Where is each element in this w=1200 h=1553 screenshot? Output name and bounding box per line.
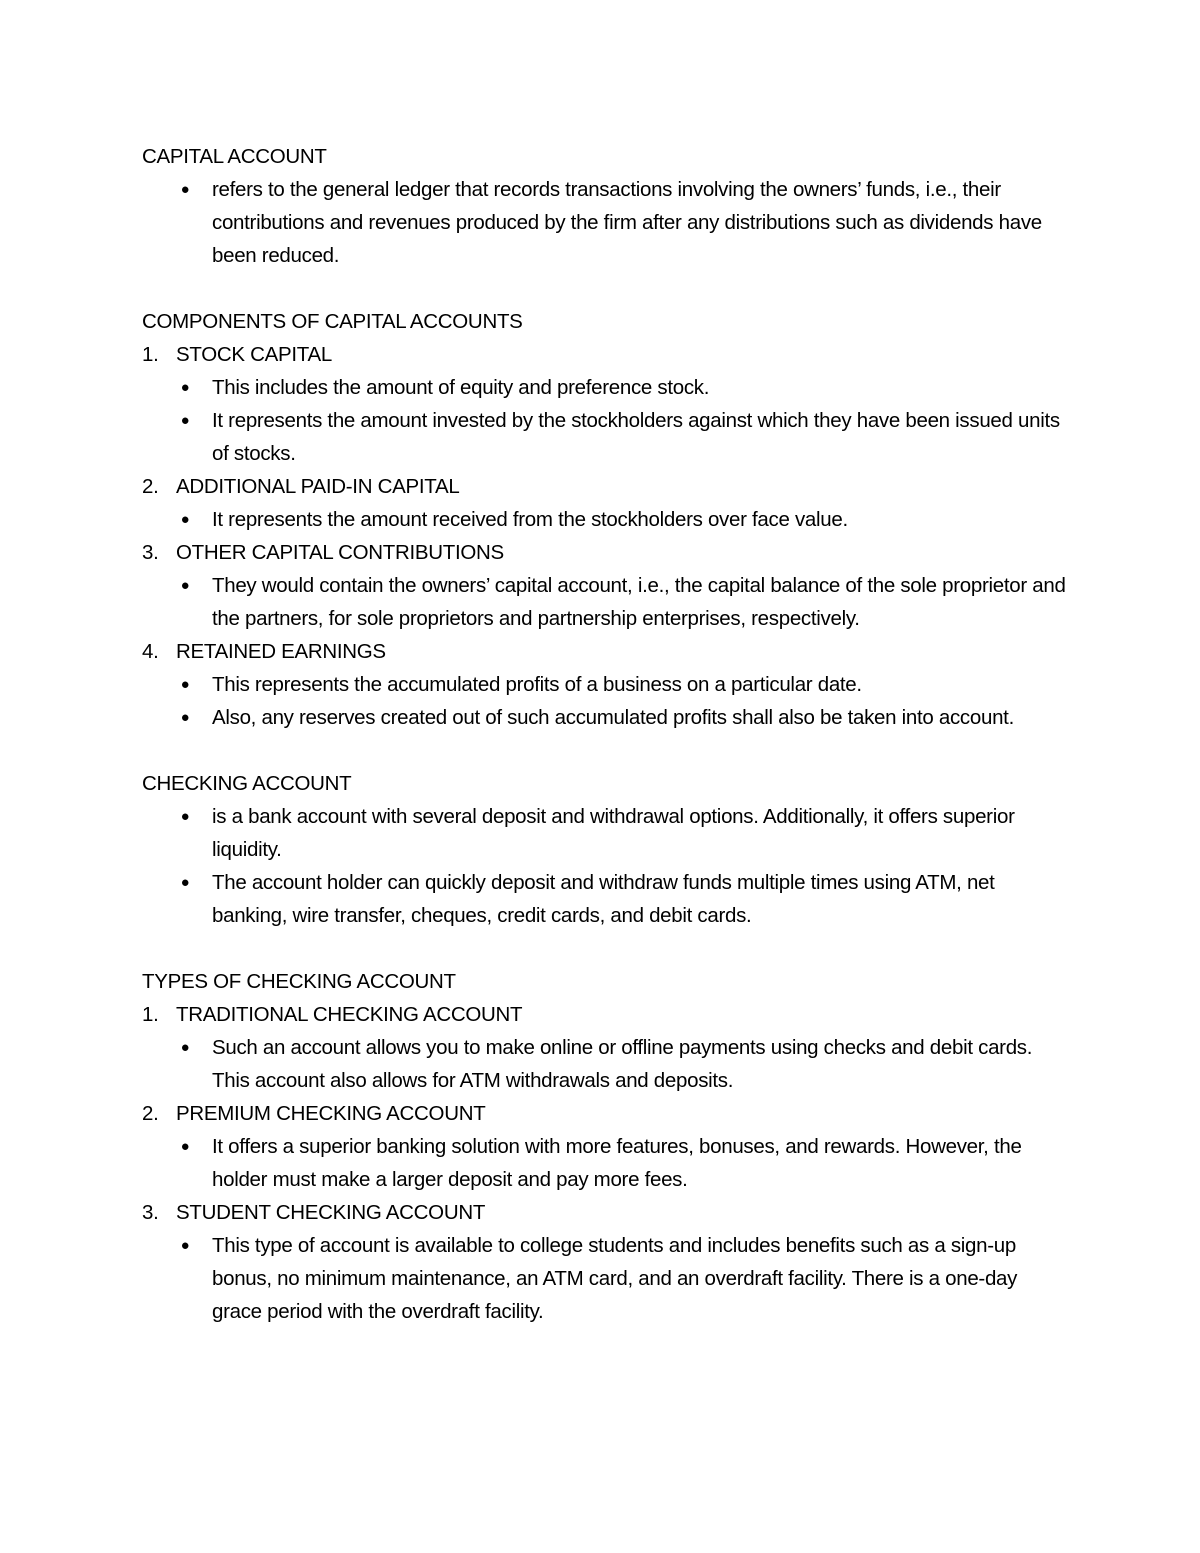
bullet-list: [142, 371, 1072, 470]
document-page: [142, 140, 1072, 1328]
list-item: [180, 503, 1072, 536]
bullet-text: This type of account is available to college students and includes benefits such as a sign-up bonus, no minimum maintenance, an ATM card, and an overdraft facility. There is a one-day grace period with the overdraft facility.: [212, 1234, 1018, 1323]
numbered-list: [142, 338, 1072, 734]
item-label: OTHER CAPITAL CONTRIBUTIONS: [176, 541, 504, 564]
item-label: ADDITIONAL PAID-IN CAPITAL: [176, 475, 460, 498]
bullet-text: This represents the accumulated profits of a business on a particular date.: [212, 673, 862, 696]
list-item: [180, 569, 1072, 635]
item-label: RETAINED EARNINGS: [176, 640, 386, 663]
numbered-item: [142, 338, 1072, 470]
bullet-icon: ●: [180, 874, 190, 891]
item-number: 2.: [142, 475, 159, 498]
list-item: [180, 668, 1072, 701]
list-item: [180, 404, 1072, 470]
numbered-item: [142, 536, 1072, 635]
list-item: [180, 1130, 1072, 1196]
section-types-of-checking-account: [142, 965, 1072, 1328]
section-capital-account: [142, 140, 1072, 272]
bullet-list: [142, 1130, 1072, 1196]
bullet-list: [142, 1031, 1072, 1097]
bullet-text: It represents the amount received from the stockholders over face value.: [212, 508, 848, 531]
section-title: TYPES OF CHECKING ACCOUNT: [142, 970, 456, 993]
item-number: 1.: [142, 1003, 159, 1026]
numbered-item: [142, 1097, 1072, 1196]
bullet-text: This includes the amount of equity and preference stock.: [212, 376, 710, 399]
bullet-list: [142, 503, 1072, 536]
item-number: 1.: [142, 343, 159, 366]
item-label: STUDENT CHECKING ACCOUNT: [176, 1201, 486, 1224]
bullet-icon: ●: [180, 379, 190, 396]
section-title: CAPITAL ACCOUNT: [142, 145, 327, 168]
bullet-list: [142, 569, 1072, 635]
item-heading: [142, 1196, 1072, 1229]
item-number: 4.: [142, 640, 159, 663]
numbered-item: [142, 635, 1072, 734]
item-number: 2.: [142, 1102, 159, 1125]
section-checking-account: [142, 767, 1072, 932]
list-item: [180, 1031, 1072, 1097]
item-heading: [142, 536, 1072, 569]
item-heading: [142, 635, 1072, 668]
numbered-list: [142, 998, 1072, 1328]
item-number: 3.: [142, 1201, 159, 1224]
bullet-list: [142, 173, 1072, 272]
item-heading: [142, 1097, 1072, 1130]
bullet-text: Such an account allows you to make online or offline payments using checks and debit cards. This account also allows for ATM withdrawals and deposits.: [212, 1036, 1033, 1092]
bullet-text: They would contain the owners’ capital account, i.e., the capital balance of the sole proprietor and the partners, for sole proprietors and partnership enterprises, respectively.: [212, 574, 1066, 630]
bullet-icon: ●: [180, 181, 190, 198]
bullet-text: The account holder can quickly deposit and withdraw funds multiple times using ATM, net banking, wire transfer, cheques, credit cards, and debit cards.: [212, 871, 995, 927]
list-item: [180, 371, 1072, 404]
bullet-icon: ●: [180, 1039, 190, 1056]
bullet-list: [142, 1229, 1072, 1328]
bullet-text: It represents the amount invested by the stockholders against which they have been issued units of stocks.: [212, 409, 1060, 465]
bullet-list: [142, 668, 1072, 734]
list-item: [180, 173, 1072, 272]
item-heading: [142, 998, 1072, 1031]
numbered-item: [142, 1196, 1072, 1328]
item-heading: [142, 470, 1072, 503]
numbered-item: [142, 470, 1072, 536]
item-number: 3.: [142, 541, 159, 564]
bullet-icon: ●: [180, 676, 190, 693]
bullet-text: Also, any reserves created out of such accumulated profits shall also be taken into account.: [212, 706, 1014, 729]
bullet-icon: ●: [180, 1237, 190, 1254]
list-item: [180, 800, 1072, 866]
section-title: CHECKING ACCOUNT: [142, 772, 352, 795]
section-title: COMPONENTS OF CAPITAL ACCOUNTS: [142, 310, 523, 333]
bullet-text: It offers a superior banking solution with more features, bonuses, and rewards. However, the holder must make a larger deposit and pay more fees.: [212, 1135, 1022, 1191]
bullet-icon: ●: [180, 577, 190, 594]
bullet-icon: ●: [180, 412, 190, 429]
bullet-icon: ●: [180, 511, 190, 528]
bullet-icon: ●: [180, 709, 190, 726]
item-label: STOCK CAPITAL: [176, 343, 332, 366]
bullet-list: [142, 800, 1072, 932]
list-item: [180, 701, 1072, 734]
bullet-icon: ●: [180, 808, 190, 825]
section-components-of-capital-accounts: [142, 305, 1072, 734]
bullet-text: is a bank account with several deposit and withdrawal options. Additionally, it offers superior liquidity.: [212, 805, 1015, 861]
bullet-text: refers to the general ledger that records transactions involving the owners’ funds, i.e., their contributions and revenues produced by the firm after any distributions such as dividends have been reduced.: [212, 178, 1042, 267]
list-item: [180, 1229, 1072, 1328]
item-label: TRADITIONAL CHECKING ACCOUNT: [176, 1003, 523, 1026]
list-item: [180, 866, 1072, 932]
item-heading: [142, 338, 1072, 371]
item-label: PREMIUM CHECKING ACCOUNT: [176, 1102, 486, 1125]
bullet-icon: ●: [180, 1138, 190, 1155]
numbered-item: [142, 998, 1072, 1097]
